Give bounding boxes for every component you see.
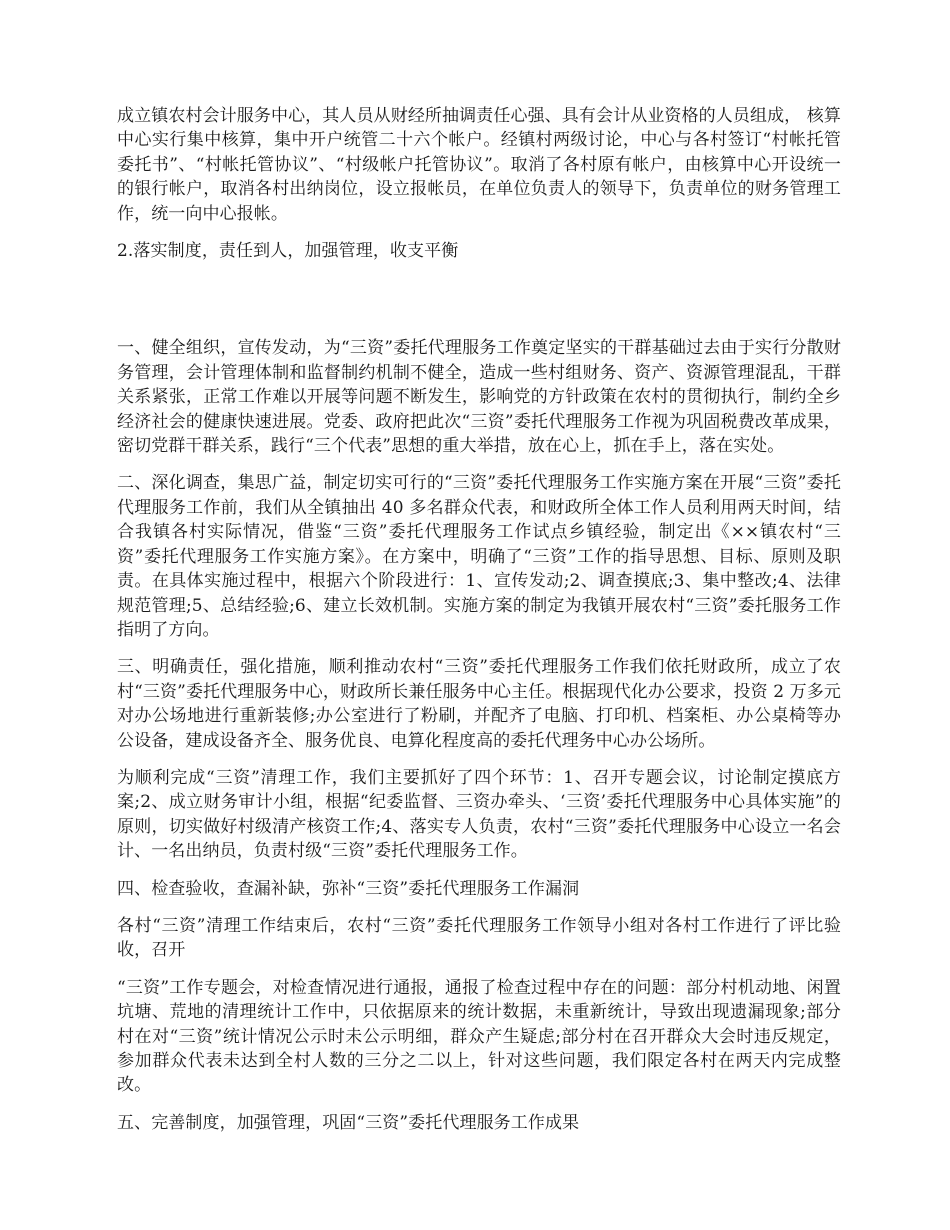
heading-section-four: 四、检查验收，查漏补缺，弥补“三资”委托代理服务工作漏洞 (117, 878, 580, 899)
paragraph-section-one: 一、健全组织，宣传发动，为“三资”委托代理服务工作奠定坚实的干群基础过去由于实行分散财务管理，会计管理体制和监督制约机制不健全，造成一些村组财务、资产、资源管理混乱，干群关系紧张，正常工作难以开展等问题不断发生，影响党的方针政策在农村的贯彻执行，制约全乡经济社会的健康快速进展。党委、政府把此次“三资”委托代理服务工作视为巩固税费改革成果，密切党群干群关系，践行“三个代表”思想的重大举措，放在心上，抓在手上，落在实处。 (117, 338, 841, 457)
paragraph-special-meeting: “三资”工作专题会，对检查情况进行通报，通报了检查过程中存在的问题：部分村机动地、闲置坑塘、荒地的清理统计工作中，只依据原来的统计数据，未重新统计，导致出现遗漏现象;部分村在对“三资”统计情况公示时未公示明细，群众产生疑虑;部分村在召开群众大会时违反规定，参加群众代表未达到全村人数的三分之二以上，针对这些问题，我们限定各村在两天内完成整改。 (117, 977, 841, 1096)
paragraph-section-two: 二、深化调查，集思广益，制定切实可行的“三资”委托代理服务工作实施方案在开展“三资”委托代理服务工作前，我们从全镇抽出 40 多名群众代表，和财政所全体工作人员利用两天时间，结合我镇各村实际情况，借鉴“三资”委托代理服务工作试点乡镇经验，制定出《××镇农村“三资”委托代理服务工作实施方案》。在方案中，明确了“三资”工作的指导思想、目标、原则及职责。在具体实施过程中，根据六个阶段进行：1、宣传发动;2、调查摸底;3、集中整改;4、法律规范管理;5、总结经验;6、建立长效机制。实施方案的制定为我镇开展农村“三资”委托服务工作指明了方向。 (117, 473, 841, 640)
paragraph-accounting-center: 成立镇农村会计服务中心，其人员从财经所抽调责任心强、具有会计从业资格的人员组成， 核算中心实行集中核算，集中开户统管二十六个帐户。经镇村两级讨论，中心与各村签订“村帐托管委托书”、“村帐托管协议”、“村级帐户托管协议”。取消了各村原有帐户，由核算中心开设统一的银行帐户，取消各村出纳岗位，设立报帐员，在单位负责人的领导下，负责单位的财务管理工作，统一向中心报帐。 (117, 106, 841, 224)
blank-gap (117, 276, 841, 336)
paragraph-four-steps: 为顺利完成“三资”清理工作，我们主要抓好了四个环节：1、召开专题会议，讨论制定摸底方案;2、成立财务审计小组，根据“纪委监督、三资办牵头、‘三资’委托代理服务中心具体实施”的原则，切实做好村级清产核资工作;4、落实专人负责，农村“三资”委托代理服务中心设立一名会计、一名出纳员，负责村级“三资”委托代理服务工作。 (117, 767, 841, 862)
heading-implement-system: 2.落实制度，责任到人，加强管理，收支平衡 (117, 241, 459, 262)
document-body (117, 104, 841, 1148)
paragraph-inspection: 各村“三资”清理工作结束后，农村“三资”委托代理服务工作领导小组对各村工作进行了评比验收，召开 (117, 915, 841, 961)
heading-section-five: 五、完善制度，加强管理，巩固“三资”委托代理服务工作成果 (117, 1112, 580, 1133)
paragraph-section-three: 三、明确责任，强化措施，顺利推动农村“三资”委托代理服务工作我们依托财政所，成立了农村“三资”委托代理服务中心，财政所长兼任服务中心主任。根据现代化办公要求，投资 2 万多元对办公场地进行重新装修;办公室进行了粉刷，并配齐了电脑、打印机、档案柜、办公桌椅等办公设备，建成设备齐全、服务优良、电算化程度高的委托代理务中心办公场所。 (117, 657, 841, 751)
